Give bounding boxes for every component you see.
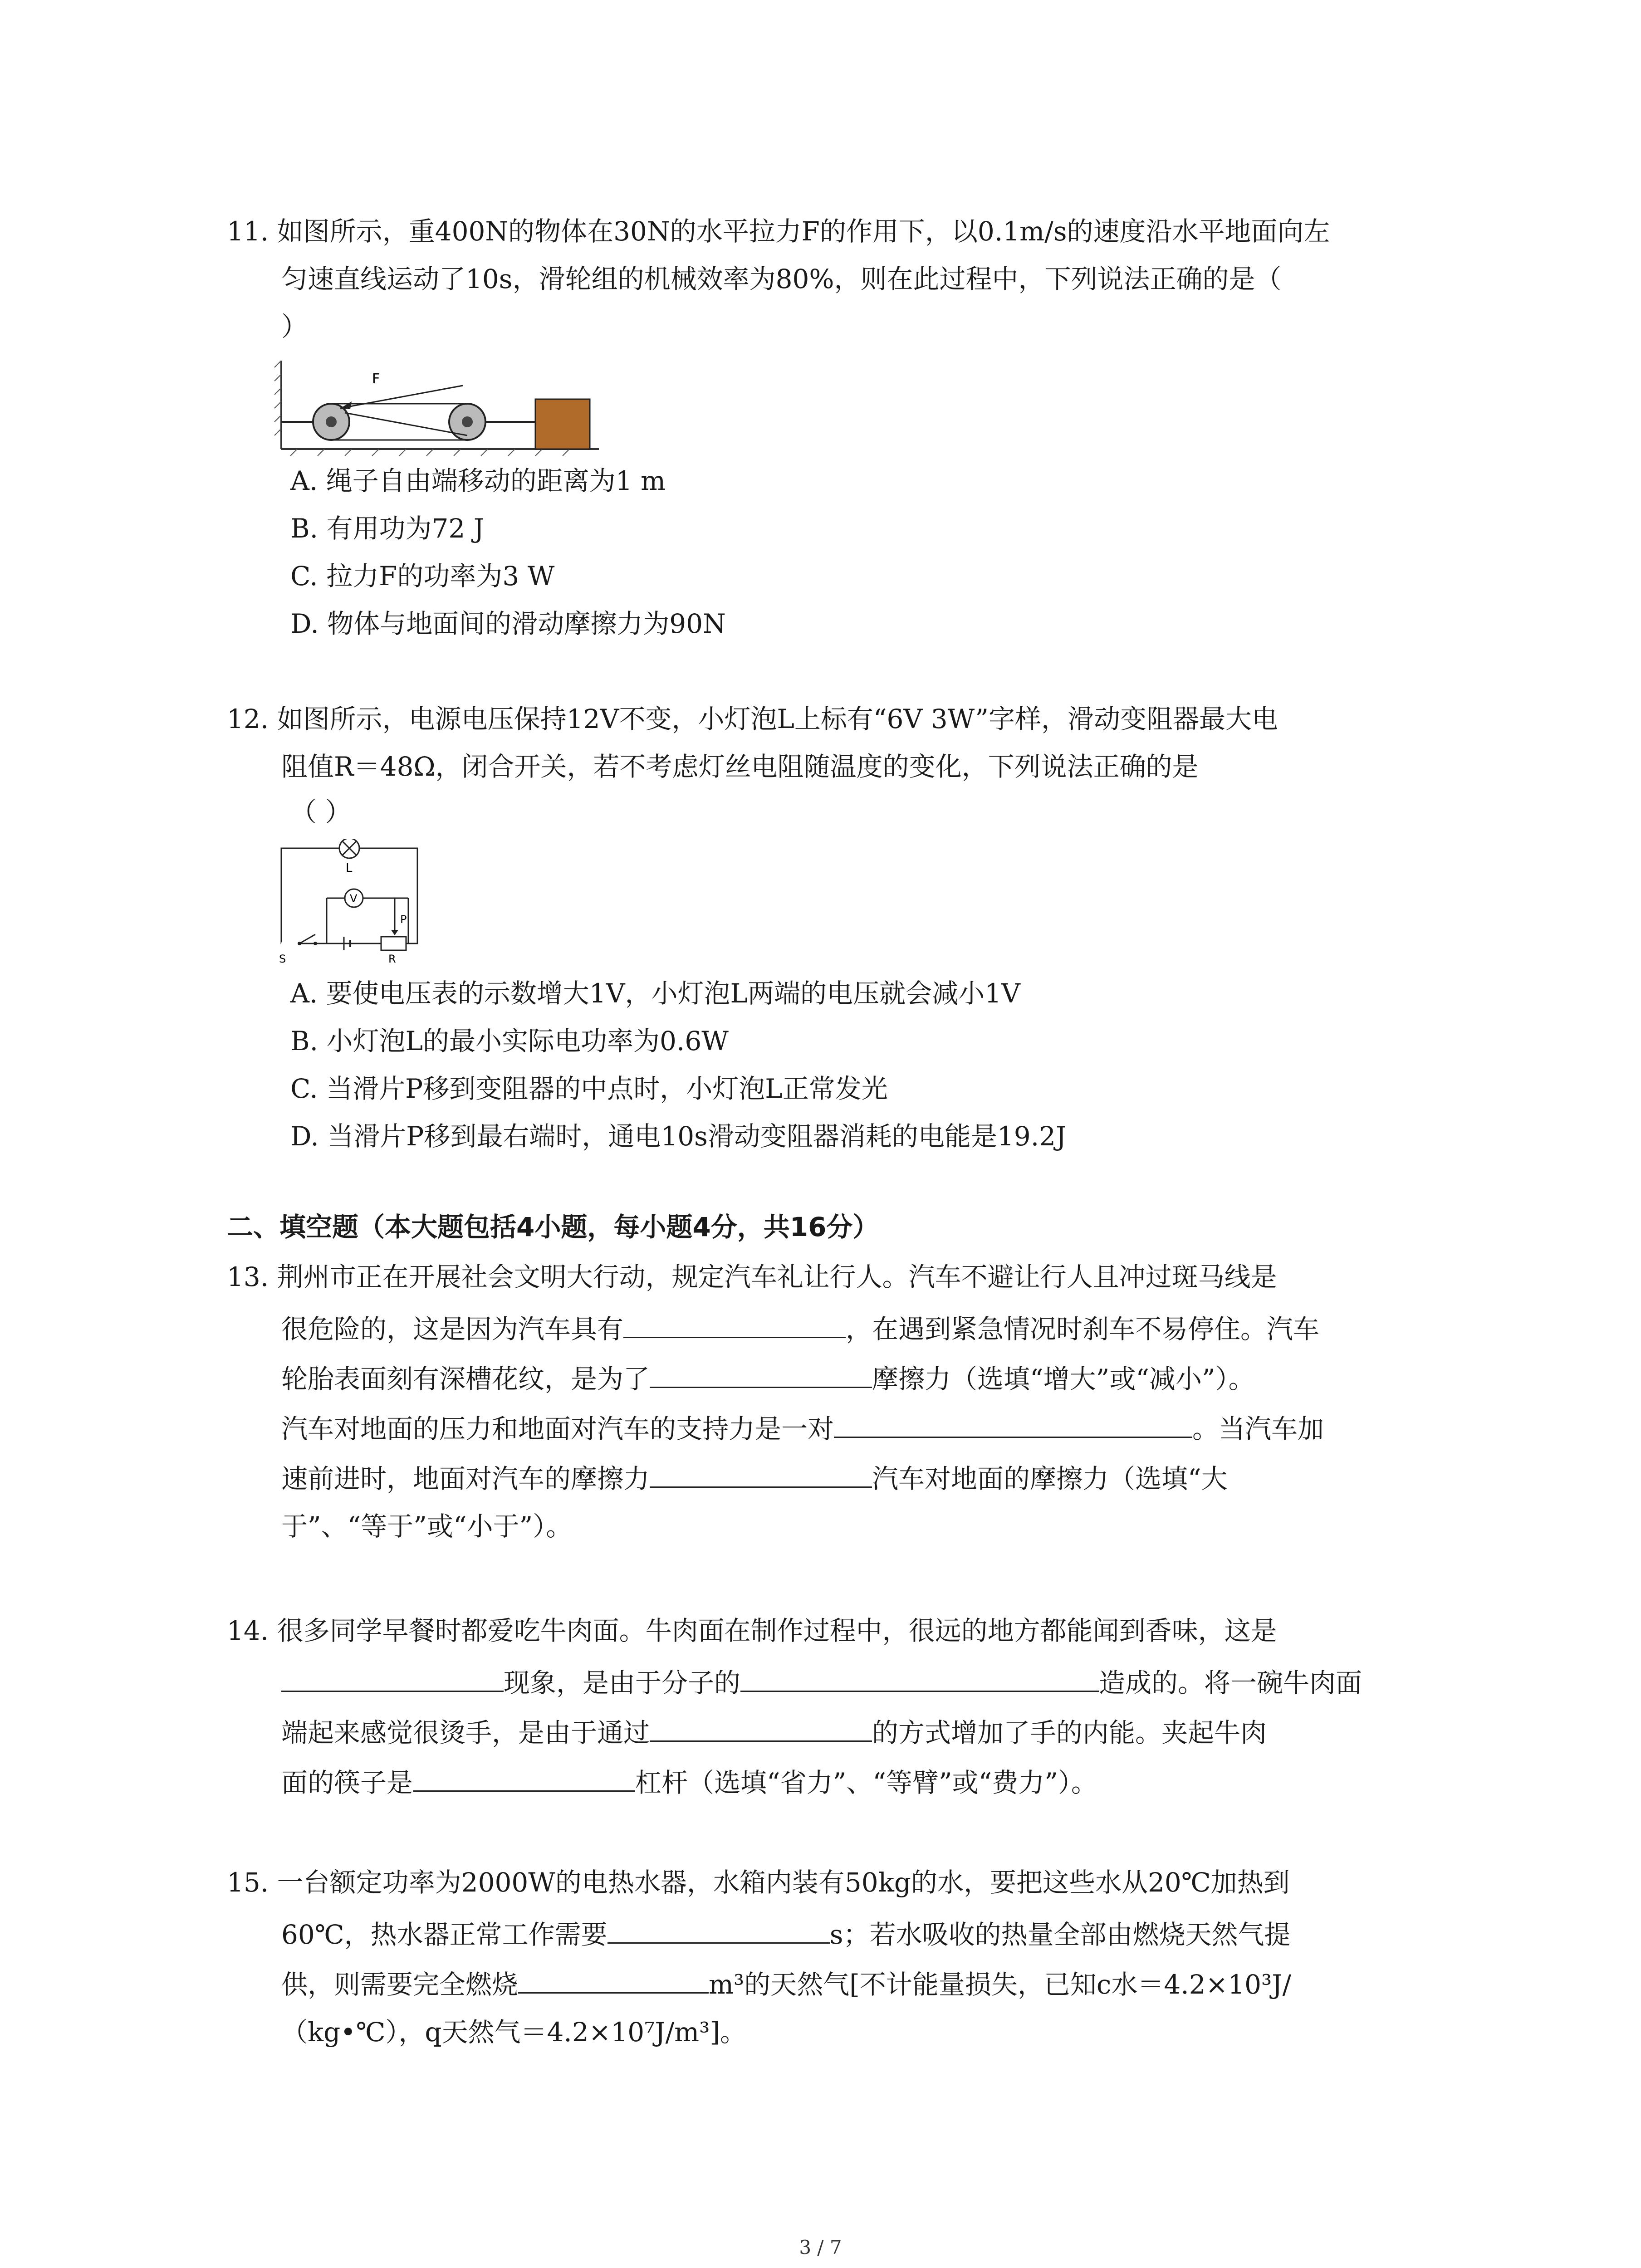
- q12-option-c[interactable]: C. 当滑片P移到变阻器的中点时，小灯泡L正常发光: [290, 1073, 888, 1104]
- circuit-figure: [272, 839, 426, 966]
- block: [535, 399, 590, 449]
- q14-blank-4[interactable]: [413, 1762, 635, 1792]
- q14-line2: [281, 1662, 1362, 1701]
- voltmeter-label: V: [350, 892, 358, 905]
- q14-line4: [281, 1762, 1097, 1801]
- switch-icon: [299, 934, 315, 943]
- q15-blank-2[interactable]: [518, 1964, 709, 1994]
- q13-blank-4[interactable]: [650, 1458, 872, 1488]
- pulley-figure: [272, 358, 599, 458]
- q14-line4-end: 杠杆（选填“省力”、“等臂”或“费力”）。: [635, 1767, 1097, 1798]
- q13-line4-start: 汽车对地面的压力和地面对汽车的支持力是一对: [281, 1413, 834, 1444]
- q11-option-c[interactable]: C. 拉力F的功率为3 W: [290, 561, 555, 591]
- q15-line2-start: 60℃，热水器正常工作需要: [281, 1919, 607, 1950]
- q13-line4: [281, 1408, 1324, 1447]
- q14-line3: [281, 1712, 1267, 1751]
- q13-blank-1[interactable]: [623, 1309, 846, 1338]
- q14-line4-start: 面的筷子是: [281, 1767, 413, 1798]
- q14-line2-mid: 现象，是由于分子的: [504, 1667, 741, 1698]
- q14-line3-end: 的方式增加了手的内能。夹起牛肉: [872, 1717, 1267, 1748]
- q14-line3-start: 端起来感觉很烫手，是由于通过: [281, 1717, 650, 1748]
- q13-line3-end: 摩擦力（选填“增大”或“减小”）。: [872, 1364, 1255, 1394]
- q13-line3-start: 轮胎表面刻有深槽花纹，是为了: [281, 1364, 650, 1394]
- q12-option-d[interactable]: D. 当滑片P移到最右端时，通电10s滑动变阻器消耗的电能是19.2J: [290, 1121, 1067, 1152]
- resistor-label: R: [388, 953, 396, 965]
- q13-line1: 13. 荆州市正在开展社会文明大行动，规定汽车礼让行人。汽车不避让行人且冲过斑马线是: [227, 1261, 1277, 1292]
- q14-line1: 14. 很多同学早餐时都爱吃牛肉面。牛肉面在制作过程中，很远的地方都能闻到香味，这是: [227, 1615, 1277, 1646]
- section-title: 二、填空题（本大题包括4小题，每小题4分，共16分）: [227, 1212, 879, 1242]
- q13-line5-start: 速前进时，地面对汽车的摩擦力: [281, 1463, 650, 1494]
- q13-line2: [281, 1309, 1319, 1347]
- q13-line5-end: 汽车对地面的摩擦力（选填“大: [872, 1463, 1228, 1494]
- slider-label: P: [400, 913, 407, 926]
- q12-option-b[interactable]: B. 小灯泡L的最小实际电功率为0.6W: [290, 1026, 729, 1056]
- q12-line1: 12. 如图所示，电源电压保持12V不变，小灯泡L上标有“6V 3W”字样，滑动变阻器最大电: [227, 704, 1279, 734]
- q11-line1: 11. 如图所示，重400N的物体在30N的水平拉力F的作用下，以0.1m/s的速度沿水平地面向左: [227, 216, 1330, 247]
- q13-line2-start: 很危险的，这是因为汽车具有: [281, 1314, 624, 1344]
- q13-blank-2[interactable]: [650, 1359, 872, 1388]
- q11-option-a[interactable]: A. 绳子自由端移动的距离为1 m: [290, 465, 666, 496]
- q11-line2: 匀速直线运动了10s，滑轮组的机械效率为80%，则在此过程中，下列说法正确的是（: [281, 264, 1282, 294]
- q13-line6: 于”、“等于”或“小于”）。: [281, 1511, 573, 1542]
- q15-line4: （kg•℃），q天然气＝4.2×10⁷J/m³]。: [281, 2017, 747, 2048]
- switch-label: S: [279, 953, 286, 965]
- q15-line3: [281, 1964, 1291, 2003]
- q14-blank-3[interactable]: [650, 1712, 872, 1742]
- q15-line2-end: s；若水吸收的热量全部由燃烧天然气提: [829, 1919, 1291, 1950]
- q15-line2: [281, 1914, 1290, 1953]
- force-label: F: [372, 371, 380, 387]
- q15-line1: 15. 一台额定功率为2000W的电热水器，水箱内装有50kg的水，要把这些水从20℃加热到: [227, 1867, 1290, 1898]
- q15-blank-1[interactable]: [607, 1914, 830, 1944]
- q13-blank-3[interactable]: [834, 1408, 1192, 1438]
- q12-line2: 阻值R＝48Ω，闭合开关，若不考虑灯丝电阻随温度的变化，下列说法正确的是: [281, 751, 1199, 782]
- q11-option-b[interactable]: B. 有用功为72 J: [290, 513, 484, 544]
- q14-blank-1[interactable]: [281, 1662, 504, 1692]
- q11-option-d[interactable]: D. 物体与地面间的滑动摩擦力为90N: [290, 608, 726, 639]
- resistor-icon: [381, 937, 406, 950]
- lamp-label: L: [346, 861, 353, 875]
- q14-blank-2[interactable]: [740, 1662, 1099, 1692]
- q13-line2-end: ，在遇到紧急情况时刹车不易停住。汽车: [846, 1314, 1320, 1344]
- page-number: 3 / 7: [799, 2236, 842, 2258]
- q15-line3-start: 供，则需要完全燃烧: [281, 1969, 519, 2000]
- q13-line5: [281, 1458, 1228, 1497]
- q13-line4-end: 。当汽车加: [1192, 1413, 1324, 1444]
- q11-line3: ）: [281, 311, 308, 342]
- q12-option-a[interactable]: A. 要使电压表的示数增大1V，小灯泡L两端的电压就会减小1V: [290, 978, 1020, 1009]
- q12-line3: （ ）: [290, 797, 352, 827]
- q13-line3: [281, 1359, 1255, 1397]
- q15-line3-end: m³的天然气[不计能量损失，已知c水＝4.2×10³J/: [709, 1969, 1292, 2000]
- q14-line2-end: 造成的。将一碗牛肉面: [1099, 1667, 1362, 1698]
